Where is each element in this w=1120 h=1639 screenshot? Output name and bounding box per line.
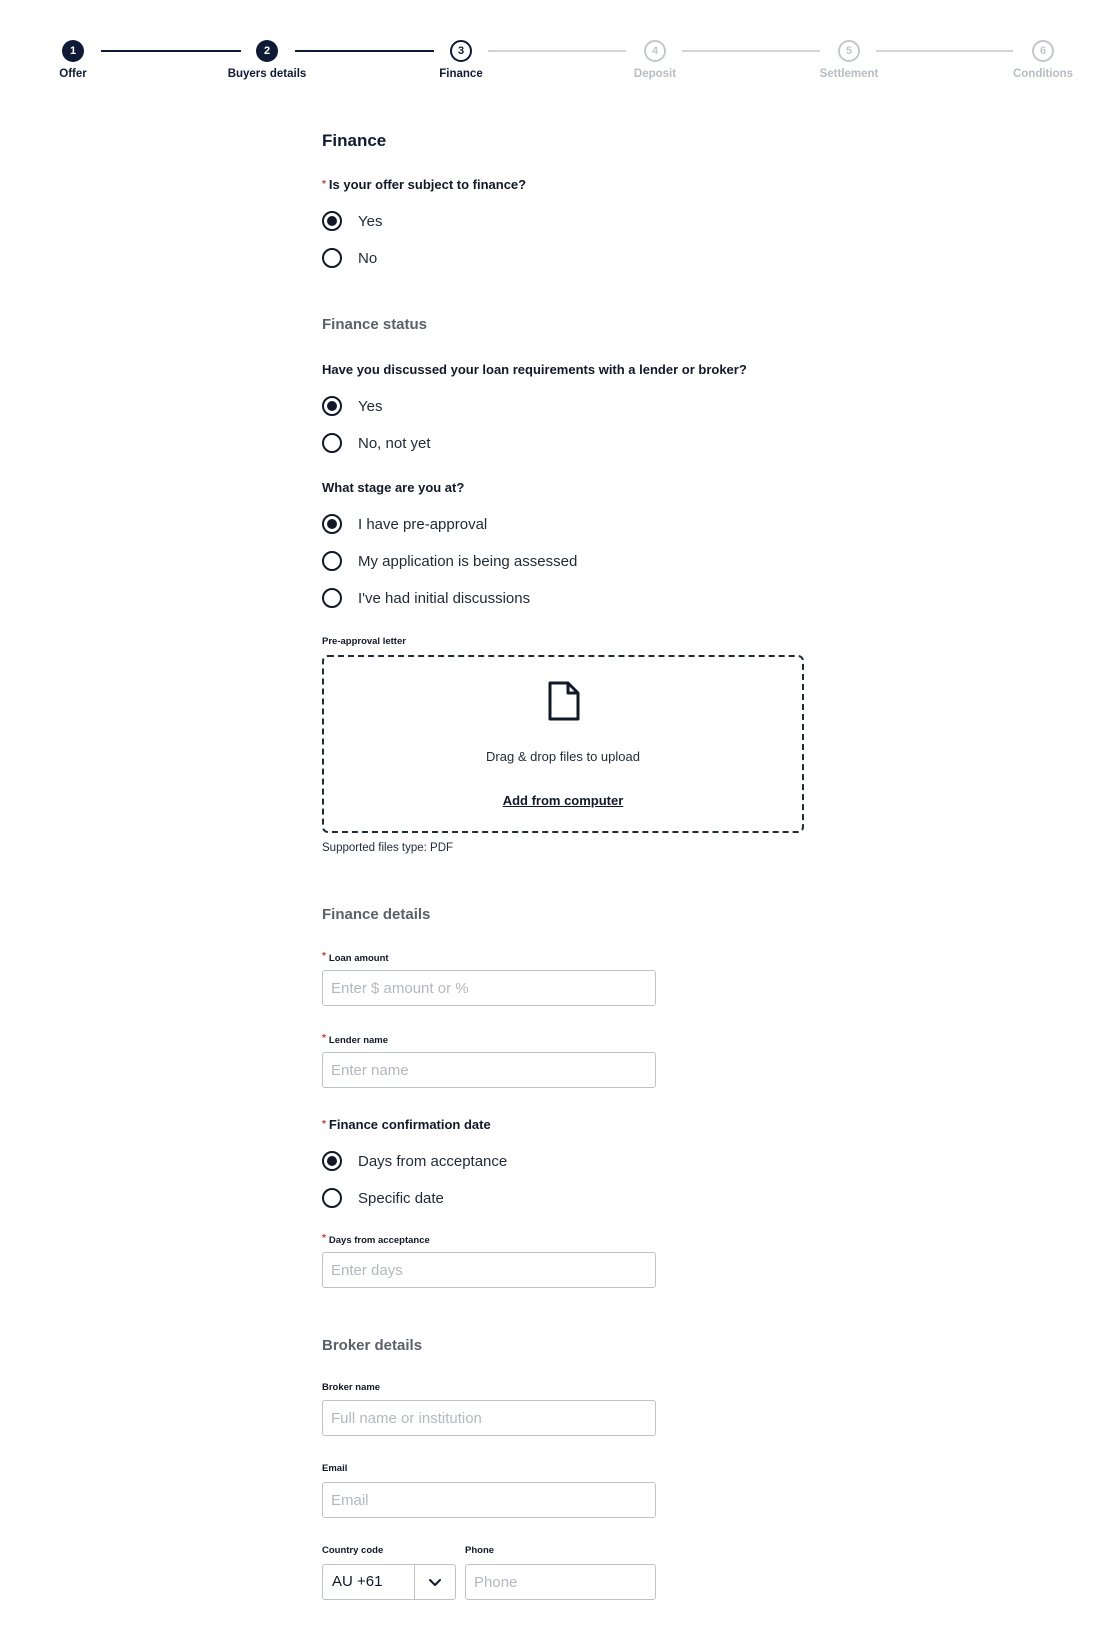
- step-deposit[interactable]: [595, 40, 715, 80]
- broker-name-label: Broker name: [322, 1382, 381, 1393]
- step-label: Settlement: [819, 68, 879, 80]
- stage-radio-being-assessed[interactable]: [322, 551, 577, 571]
- step-label: Buyers details: [227, 68, 307, 80]
- section-title-broker-details: Broker details: [322, 1337, 423, 1354]
- required-marker: *: [322, 1033, 326, 1044]
- radio-unselected-icon: [322, 433, 342, 453]
- chevron-down-icon: [415, 1565, 455, 1599]
- days-input[interactable]: [322, 1252, 656, 1288]
- radio-selected-icon: [322, 211, 342, 231]
- radio-unselected-icon: [322, 248, 342, 268]
- country-code-value: AU +61: [323, 1565, 415, 1599]
- step-settlement[interactable]: [789, 40, 909, 80]
- stage-radio-pre-approval[interactable]: [322, 514, 487, 534]
- email-input[interactable]: [322, 1482, 656, 1518]
- finance-radio-no[interactable]: [322, 248, 377, 268]
- broker-name-input[interactable]: [322, 1400, 656, 1436]
- step-number: 5: [838, 40, 860, 62]
- radio-label: My application is being assessed: [358, 552, 578, 570]
- phone-input[interactable]: [465, 1564, 656, 1600]
- supported-files-hint: Supported files type: PDF: [322, 842, 454, 854]
- radio-selected-icon: [322, 1151, 342, 1171]
- confirmation-radio-specific-date[interactable]: [322, 1188, 444, 1208]
- confirmation-radio-days[interactable]: [322, 1151, 507, 1171]
- radio-selected-icon: [322, 396, 342, 416]
- radio-label: Specific date: [358, 1189, 444, 1207]
- email-label: Email: [322, 1463, 348, 1474]
- loan-amount-label: * Loan amount: [322, 951, 389, 964]
- file-dropzone[interactable]: [322, 655, 804, 833]
- discussed-radio-no[interactable]: [322, 433, 431, 453]
- step-number: 6: [1032, 40, 1054, 62]
- discussed-radio-yes[interactable]: [322, 396, 382, 416]
- phone-label: Phone: [465, 1545, 495, 1556]
- finance-radio-yes[interactable]: [322, 211, 382, 231]
- radio-label: I've had initial discussions: [358, 589, 531, 607]
- required-marker: *: [322, 1233, 326, 1244]
- step-offer[interactable]: [13, 40, 133, 80]
- radio-label: Days from acceptance: [358, 1152, 508, 1170]
- section-title-finance-details: Finance details: [322, 906, 431, 923]
- step-finance[interactable]: [401, 40, 521, 80]
- radio-unselected-icon: [322, 1188, 342, 1208]
- confirmation-date-question: * Finance confirmation date: [322, 1117, 491, 1132]
- radio-label: I have pre-approval: [358, 515, 488, 533]
- lender-name-input[interactable]: [322, 1052, 656, 1088]
- step-number: 2: [256, 40, 278, 62]
- step-label: Deposit: [633, 68, 677, 80]
- radio-label: Yes: [358, 397, 383, 415]
- subject-to-finance-question: * Is your offer subject to finance?: [322, 177, 527, 192]
- progress-stepper: [0, 0, 1120, 100]
- radio-label: Yes: [358, 212, 383, 230]
- discussed-loan-question: Have you discussed your loan requirements with a lender or broker?: [322, 362, 747, 377]
- country-code-label: Country code: [322, 1545, 384, 1556]
- add-from-computer-link[interactable]: Add from computer: [502, 793, 624, 808]
- stage-radio-initial-discussions[interactable]: [322, 588, 530, 608]
- stage-question: What stage are you at?: [322, 480, 465, 495]
- section-title-finance-status: Finance status: [322, 316, 428, 333]
- drag-drop-text: Drag & drop files to upload: [486, 749, 640, 764]
- step-number: 3: [450, 40, 472, 62]
- country-code-select[interactable]: [322, 1564, 456, 1600]
- required-marker: *: [322, 1119, 326, 1130]
- lender-name-label: * Lender name: [322, 1033, 389, 1046]
- upload-label: Pre-approval letter: [322, 636, 406, 647]
- step-label: Finance: [439, 68, 483, 80]
- radio-label: No, not yet: [358, 434, 431, 452]
- step-label: Offer: [59, 68, 87, 80]
- step-number: 1: [62, 40, 84, 62]
- required-marker: *: [322, 179, 326, 190]
- radio-label: No: [358, 249, 378, 267]
- required-marker: *: [322, 951, 326, 962]
- step-number: 4: [644, 40, 666, 62]
- step-conditions[interactable]: [983, 40, 1103, 80]
- step-buyers-details[interactable]: [207, 40, 327, 80]
- days-from-acceptance-label: * Days from acceptance: [322, 1233, 430, 1246]
- document-icon: [547, 681, 581, 721]
- radio-unselected-icon: [322, 588, 342, 608]
- section-title-finance: Finance: [322, 131, 387, 150]
- loan-amount-input[interactable]: [322, 970, 656, 1006]
- radio-unselected-icon: [322, 551, 342, 571]
- step-label: Conditions: [1012, 68, 1074, 80]
- radio-selected-icon: [322, 514, 342, 534]
